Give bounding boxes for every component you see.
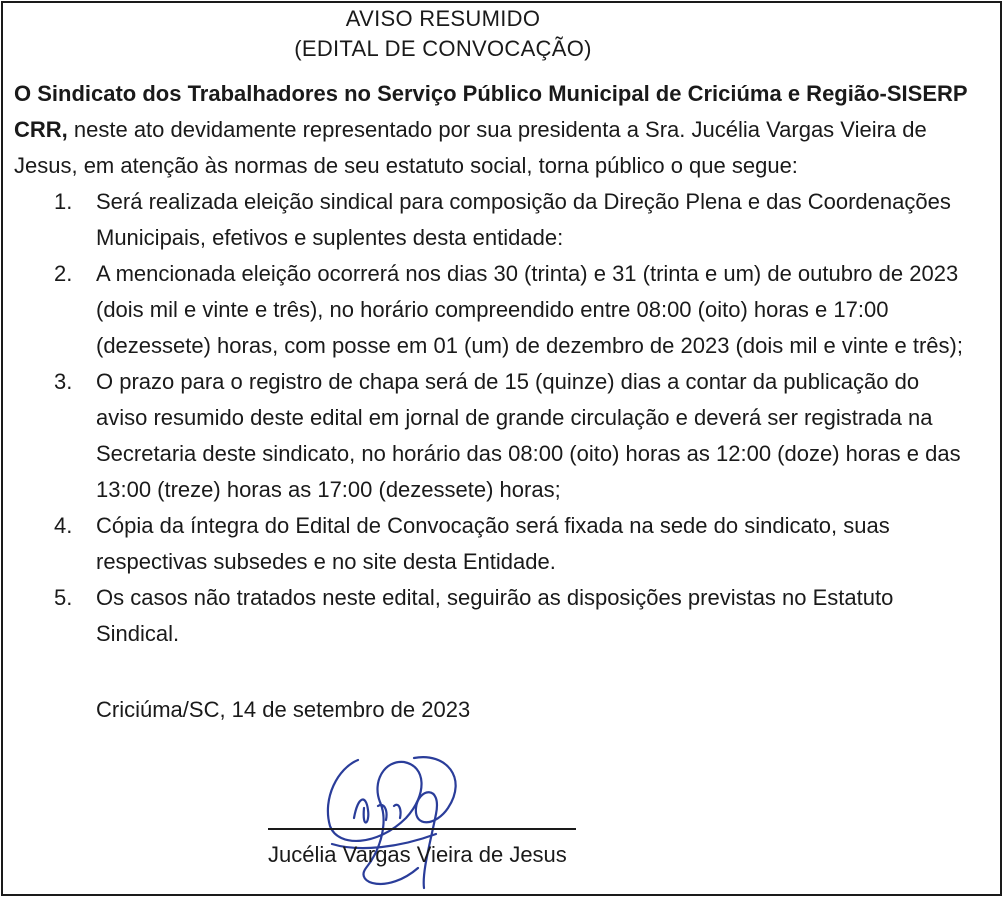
- place-date: Criciúma/SC, 14 de setembro de 2023: [96, 697, 471, 722]
- notice-title: AVISO RESUMIDO: [345, 6, 541, 31]
- clauses-list: [14, 184, 974, 652]
- item-text: Os casos não tratados neste edital, seguirão as disposições previstas no Estatuto Sindical.: [96, 585, 894, 646]
- signature-line: [268, 828, 576, 830]
- item-text: Cópia da íntegra do Edital de Convocação será fixada na sede do sindicato, suas respectivas subsedes e no site desta Entidade.: [96, 513, 890, 574]
- item-number: 2.: [54, 261, 73, 286]
- item-number: 5.: [54, 585, 73, 610]
- list-item: [14, 508, 974, 580]
- item-number: 1.: [54, 189, 73, 214]
- list-item: [14, 580, 974, 652]
- intro-paragraph: [14, 76, 974, 184]
- item-text: Será realizada eleição sindical para composição da Direção Plena e das Coordenações Municipais, efetivos e suplentes desta entidade:: [96, 189, 951, 250]
- intro-text: neste ato devidamente representado por sua presidenta a Sra. Jucélia Vargas Vieira de Jesus, em atenção às normas de seu estatuto social, torna público o que segue:: [14, 117, 927, 178]
- item-number: 4.: [54, 513, 73, 538]
- signatory-name: Jucélia Vargas Vieira de Jesus: [268, 842, 567, 867]
- notice-subtitle: (EDITAL DE CONVOCAÇÃO): [294, 36, 592, 61]
- item-number: 3.: [54, 369, 73, 394]
- list-item: [14, 184, 974, 256]
- list-item: [14, 256, 974, 364]
- item-text: O prazo para o registro de chapa será de 15 (quinze) dias a contar da publicação do aviso resumido deste edital em jornal de grande circulação e deverá ser registrada na Secretaria deste sindicato, no horário das 08:00 (oito) horas as 12:00 (doze) horas e das 13:00 (treze) horas as 17:00 (dezessete) horas;: [96, 369, 961, 502]
- handwritten-signature: [318, 748, 488, 898]
- intro-organization: O Sindicato dos Trabalhadores no Serviço Público Municipal de Criciúma e Região-SISERP CRR,: [14, 81, 968, 142]
- list-item: [14, 364, 974, 508]
- item-text: A mencionada eleição ocorrerá nos dias 30 (trinta) e 31 (trinta e um) de outubro de 2023 (dois mil e vinte e três), no horário compreendido entre 08:00 (oito) horas e 17:00 (dezessete) horas, com posse em 01 (um) de dezembro de 2023 (dois mil e vinte e três);: [96, 261, 963, 358]
